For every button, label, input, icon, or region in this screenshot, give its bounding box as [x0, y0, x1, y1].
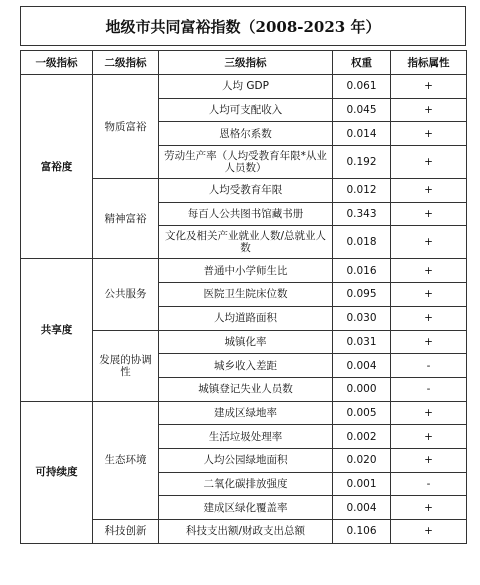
level3-indicator-cell: 恩格尔系数 — [159, 122, 333, 146]
weight-cell: 0.045 — [333, 98, 391, 122]
level3-indicator-cell: 城镇化率 — [159, 330, 333, 354]
level3-indicator-cell: 城乡收入差距 — [159, 354, 333, 378]
table-body — [21, 75, 467, 544]
indicator-table — [20, 50, 467, 544]
weight-cell: 0.002 — [333, 425, 391, 449]
attribute-cell: + — [391, 146, 467, 179]
weight-cell: 0.095 — [333, 283, 391, 307]
weight-cell: 0.343 — [333, 202, 391, 226]
header-level1: 一级指标 — [21, 51, 93, 75]
weight-cell: 0.030 — [333, 306, 391, 330]
level3-indicator-cell: 人均道路面积 — [159, 306, 333, 330]
level3-indicator-cell: 人均可支配收入 — [159, 98, 333, 122]
attribute-cell: + — [391, 259, 467, 283]
attribute-cell: - — [391, 472, 467, 496]
weight-cell: 0.004 — [333, 354, 391, 378]
table-title: 地级市共同富裕指数（2008-2023 年） — [20, 6, 466, 46]
level3-indicator-cell: 城镇登记失业人员数 — [159, 377, 333, 401]
table-row — [21, 259, 467, 283]
attribute-cell: + — [391, 520, 467, 544]
level3-indicator-cell: 生活垃圾处理率 — [159, 425, 333, 449]
weight-cell: 0.192 — [333, 146, 391, 179]
level3-indicator-cell: 劳动生产率（人均受教育年限*从业人员数） — [159, 146, 333, 179]
attribute-cell: - — [391, 354, 467, 378]
attribute-cell: + — [391, 283, 467, 307]
attribute-cell: + — [391, 226, 467, 259]
level3-indicator-cell: 人均 GDP — [159, 75, 333, 99]
level2-indicator-cell: 生态环境 — [93, 401, 159, 519]
weight-cell: 0.000 — [333, 377, 391, 401]
attribute-cell: + — [391, 425, 467, 449]
attribute-cell: + — [391, 401, 467, 425]
header-level2: 二级指标 — [93, 51, 159, 75]
attribute-cell: + — [391, 122, 467, 146]
weight-cell: 0.014 — [333, 122, 391, 146]
table-row — [21, 75, 467, 99]
attribute-cell: + — [391, 98, 467, 122]
header-weight: 权重 — [333, 51, 391, 75]
level3-indicator-cell: 建成区绿化覆盖率 — [159, 496, 333, 520]
document-frame — [20, 6, 466, 576]
weight-cell: 0.012 — [333, 179, 391, 203]
attribute-cell: + — [391, 179, 467, 203]
level3-indicator-cell: 文化及相关产业就业人数/总就业人数 — [159, 226, 333, 259]
level2-indicator-cell: 公共服务 — [93, 259, 159, 330]
weight-cell: 0.005 — [333, 401, 391, 425]
header-attribute: 指标属性 — [391, 51, 467, 75]
weight-cell: 0.001 — [333, 472, 391, 496]
weight-cell: 0.020 — [333, 448, 391, 472]
level3-indicator-cell: 人均受教育年限 — [159, 179, 333, 203]
level3-indicator-cell: 普通中小学师生比 — [159, 259, 333, 283]
level3-indicator-cell: 每百人公共图书馆藏书册 — [159, 202, 333, 226]
attribute-cell: + — [391, 75, 467, 99]
level3-indicator-cell: 人均公园绿地面积 — [159, 448, 333, 472]
level3-indicator-cell: 医院卫生院床位数 — [159, 283, 333, 307]
header-level3: 三级指标 — [159, 51, 333, 75]
attribute-cell: + — [391, 496, 467, 520]
attribute-cell: + — [391, 448, 467, 472]
table-row — [21, 401, 467, 425]
level2-indicator-cell: 物质富裕 — [93, 75, 159, 179]
weight-cell: 0.061 — [333, 75, 391, 99]
level2-indicator-cell: 发展的协调性 — [93, 330, 159, 401]
level2-indicator-cell: 精神富裕 — [93, 179, 159, 259]
weight-cell: 0.031 — [333, 330, 391, 354]
attribute-cell: + — [391, 306, 467, 330]
level1-indicator-cell: 富裕度 — [21, 75, 93, 259]
attribute-cell: + — [391, 330, 467, 354]
level3-indicator-cell: 科技支出额/财政支出总额 — [159, 520, 333, 544]
level3-indicator-cell: 二氧化碳排放强度 — [159, 472, 333, 496]
level3-indicator-cell: 建成区绿地率 — [159, 401, 333, 425]
header-row — [21, 51, 467, 75]
weight-cell: 0.004 — [333, 496, 391, 520]
weight-cell: 0.018 — [333, 226, 391, 259]
attribute-cell: + — [391, 202, 467, 226]
weight-cell: 0.106 — [333, 520, 391, 544]
attribute-cell: - — [391, 377, 467, 401]
level1-indicator-cell: 共享度 — [21, 259, 93, 401]
level2-indicator-cell: 科技创新 — [93, 520, 159, 544]
weight-cell: 0.016 — [333, 259, 391, 283]
level1-indicator-cell: 可持续度 — [21, 401, 93, 543]
